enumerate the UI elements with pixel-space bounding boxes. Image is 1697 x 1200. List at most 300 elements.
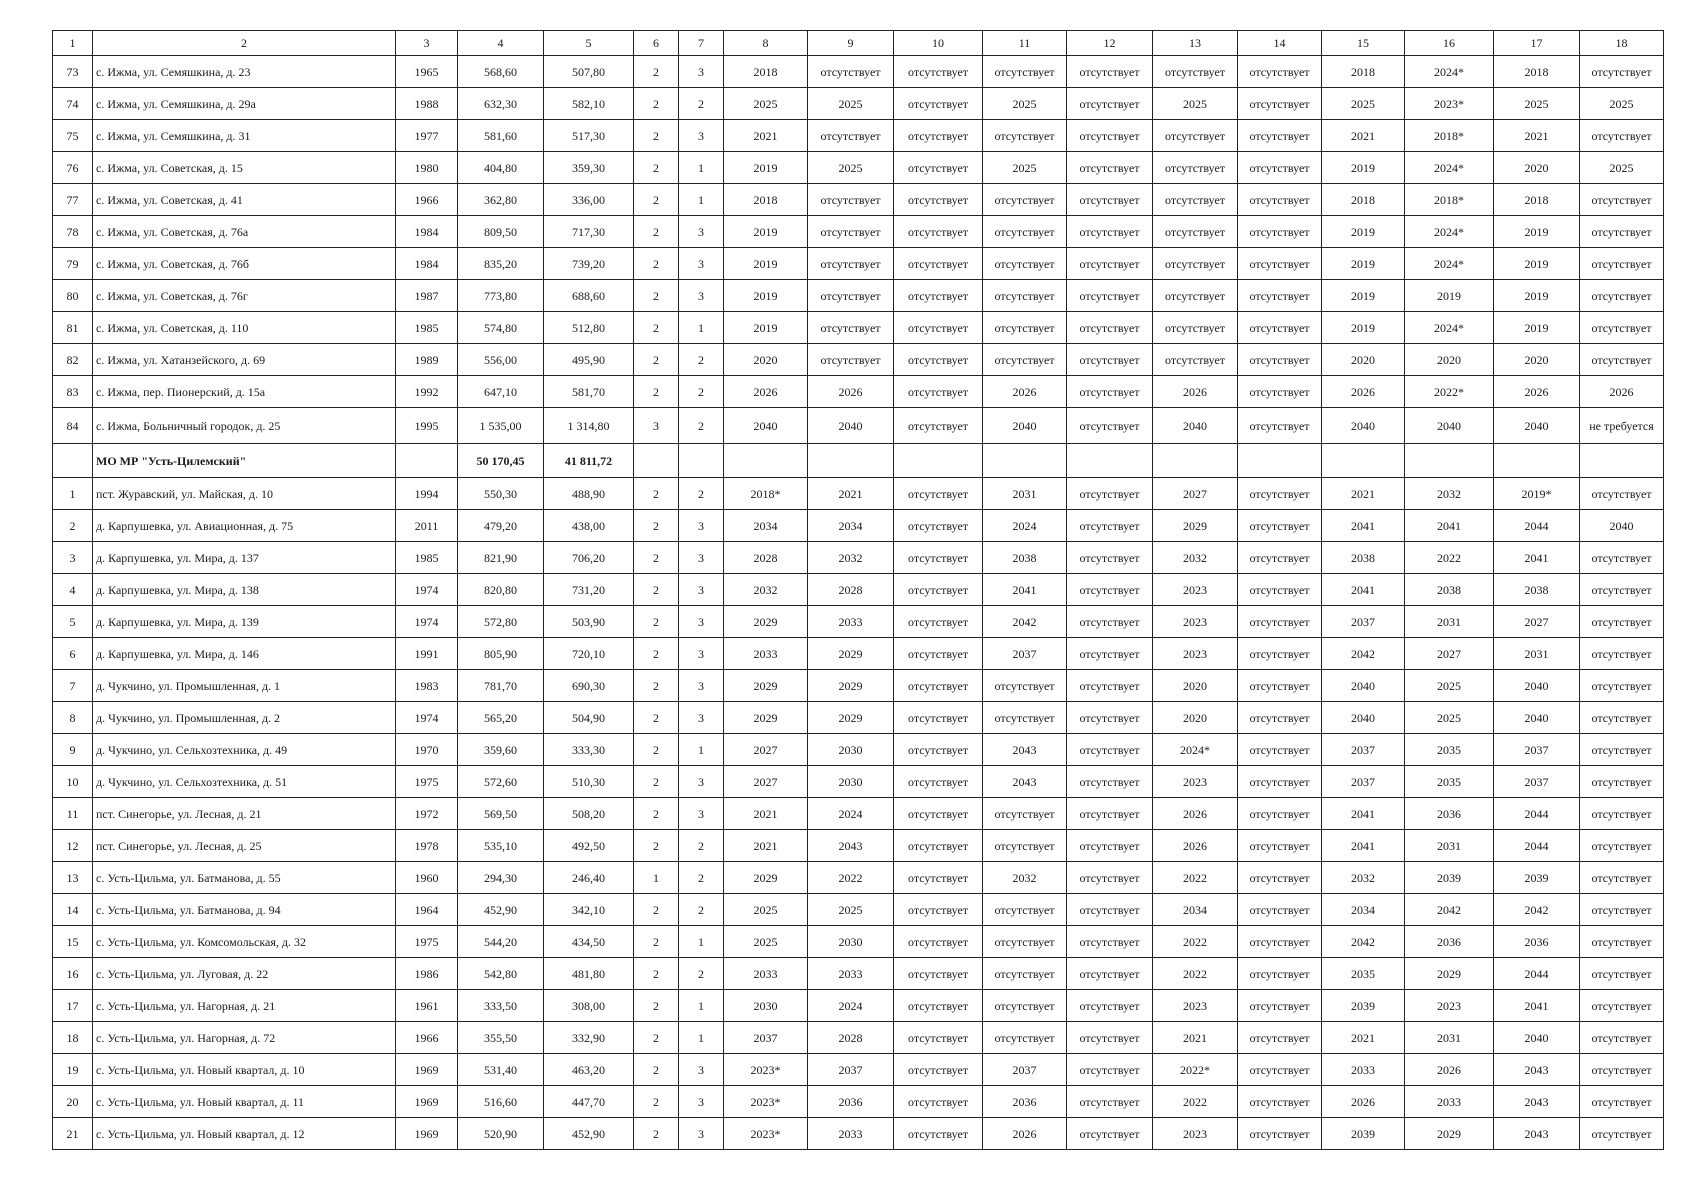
build-year: 1984 — [396, 216, 458, 248]
repair-year-col-10: отсутствует — [894, 766, 983, 798]
row-number: 14 — [53, 894, 93, 926]
building-address: с. Усть-Цильма, ул. Батманова, д. 94 — [93, 894, 396, 926]
repair-year-col-10: отсутствует — [894, 638, 983, 670]
build-year: 1972 — [396, 798, 458, 830]
table-row — [53, 1086, 1664, 1118]
building-address: с. Ижма, ул. Советская, д. 76б — [93, 248, 396, 280]
repair-year-col-13: 2029 — [1153, 510, 1238, 542]
repair-year-col-11: отсутствует — [983, 312, 1067, 344]
table-row — [53, 638, 1664, 670]
repair-year-col-11: отсутствует — [983, 344, 1067, 376]
repair-year-col-12: отсутствует — [1067, 1118, 1153, 1150]
building-address: пст. Синегорье, ул. Лесная, д. 25 — [93, 830, 396, 862]
repair-year-col-13: 2026 — [1153, 376, 1238, 408]
table-row — [53, 56, 1664, 88]
row-number: 81 — [53, 312, 93, 344]
repair-year-col-8: 2032 — [724, 574, 808, 606]
entrances-count: 3 — [679, 798, 724, 830]
repair-year-col-15: 2021 — [1322, 478, 1405, 510]
total-area: 647,10 — [458, 376, 544, 408]
housing-repair-table — [52, 30, 1664, 1150]
repair-year-col-8: 2019 — [724, 312, 808, 344]
total-area: 404,80 — [458, 152, 544, 184]
living-area: 495,90 — [544, 344, 634, 376]
repair-year-col-8: 2023* — [724, 1086, 808, 1118]
build-year: 1980 — [396, 152, 458, 184]
repair-year-col-17: 2019 — [1494, 312, 1580, 344]
entrances-count: 2 — [679, 478, 724, 510]
floors-count: 2 — [634, 1086, 679, 1118]
total-area: 535,10 — [458, 830, 544, 862]
column-number-header: 14 — [1238, 31, 1322, 56]
column-number-header: 12 — [1067, 31, 1153, 56]
repair-year-col-16: 2036 — [1405, 798, 1494, 830]
repair-year-col-11: отсутствует — [983, 280, 1067, 312]
table-row — [53, 1118, 1664, 1150]
total-area: 550,30 — [458, 478, 544, 510]
repair-year-col-10: отсутствует — [894, 312, 983, 344]
living-area: 582,10 — [544, 88, 634, 120]
repair-year-col-17: 2026 — [1494, 376, 1580, 408]
repair-year-col-17: 2039 — [1494, 862, 1580, 894]
repair-year-col-15: 2019 — [1322, 152, 1405, 184]
row-number: 12 — [53, 830, 93, 862]
repair-year-col-8: 2019 — [724, 248, 808, 280]
building-address: д. Чукчино, ул. Сельхозтехника, д. 49 — [93, 734, 396, 766]
build-year: 1974 — [396, 702, 458, 734]
repair-year-col-17: 2043 — [1494, 1118, 1580, 1150]
repair-year-col-8: 2027 — [724, 734, 808, 766]
building-address: д. Чукчино, ул. Промышленная, д. 1 — [93, 670, 396, 702]
repair-year-col-17: 2027 — [1494, 606, 1580, 638]
repair-year-col-15: 2032 — [1322, 862, 1405, 894]
column-number-header: 2 — [93, 31, 396, 56]
repair-year-col-8: 2029 — [724, 606, 808, 638]
repair-year-col-15: 2039 — [1322, 1118, 1405, 1150]
repair-year-col-12: отсутствует — [1067, 248, 1153, 280]
repair-year-col-16: 2019 — [1405, 280, 1494, 312]
entrances-count: 1 — [679, 184, 724, 216]
living-area: 1 314,80 — [544, 408, 634, 444]
repair-year-col-12: отсутствует — [1067, 312, 1153, 344]
floors-count: 2 — [634, 478, 679, 510]
repair-year-col-14: отсутствует — [1238, 344, 1322, 376]
repair-year-col-9: 2029 — [808, 670, 894, 702]
building-address: с. Усть-Цильма, ул. Нагорная, д. 21 — [93, 990, 396, 1022]
building-address: с. Ижма, ул. Семяшкина, д. 23 — [93, 56, 396, 88]
repair-year-col-14: отсутствует — [1238, 1118, 1322, 1150]
total-area: 359,60 — [458, 734, 544, 766]
building-address: с. Ижма, Больничный городок, д. 25 — [93, 408, 396, 444]
repair-year-col-13: 2026 — [1153, 830, 1238, 862]
repair-year-col-14: отсутствует — [1238, 606, 1322, 638]
living-area: 481,80 — [544, 958, 634, 990]
repair-year-col-11: 2024 — [983, 510, 1067, 542]
summary-empty-cell — [724, 444, 808, 478]
living-area: 581,70 — [544, 376, 634, 408]
repair-year-col-12: отсутствует — [1067, 1054, 1153, 1086]
repair-year-col-10: отсутствует — [894, 702, 983, 734]
repair-year-col-13: 2022 — [1153, 926, 1238, 958]
repair-year-col-18: отсутствует — [1580, 830, 1664, 862]
floors-count: 2 — [634, 734, 679, 766]
building-address: с. Усть-Цильма, ул. Комсомольская, д. 32 — [93, 926, 396, 958]
floors-count: 2 — [634, 990, 679, 1022]
repair-year-col-11: 2025 — [983, 88, 1067, 120]
summary-empty-cell — [983, 444, 1067, 478]
repair-year-col-12: отсутствует — [1067, 120, 1153, 152]
total-area: 516,60 — [458, 1086, 544, 1118]
summary-empty-cell — [1494, 444, 1580, 478]
repair-year-col-15: 2019 — [1322, 248, 1405, 280]
table-row — [53, 478, 1664, 510]
table-row — [53, 670, 1664, 702]
repair-year-col-17: 2044 — [1494, 958, 1580, 990]
entrances-count: 1 — [679, 926, 724, 958]
entrances-count: 2 — [679, 894, 724, 926]
repair-year-col-10: отсутствует — [894, 734, 983, 766]
total-area: 333,50 — [458, 990, 544, 1022]
row-number: 74 — [53, 88, 93, 120]
repair-year-col-18: отсутствует — [1580, 926, 1664, 958]
repair-year-col-9: отсутствует — [808, 280, 894, 312]
repair-year-col-13: отсутствует — [1153, 56, 1238, 88]
repair-year-col-9: 2028 — [808, 574, 894, 606]
total-area: 569,50 — [458, 798, 544, 830]
column-number-header: 16 — [1405, 31, 1494, 56]
repair-year-col-11: отсутствует — [983, 702, 1067, 734]
build-year: 1985 — [396, 312, 458, 344]
floors-count: 2 — [634, 766, 679, 798]
repair-year-col-17: 2040 — [1494, 670, 1580, 702]
row-number: 75 — [53, 120, 93, 152]
repair-year-col-15: 2037 — [1322, 606, 1405, 638]
table-row — [53, 312, 1664, 344]
row-number: 8 — [53, 702, 93, 734]
building-address: пст. Синегорье, ул. Лесная, д. 21 — [93, 798, 396, 830]
living-area: 333,30 — [544, 734, 634, 766]
repair-year-col-10: отсутствует — [894, 152, 983, 184]
repair-year-col-12: отсутствует — [1067, 766, 1153, 798]
total-area: 531,40 — [458, 1054, 544, 1086]
building-address: с. Усть-Цильма, ул. Новый квартал, д. 12 — [93, 1118, 396, 1150]
row-number: 5 — [53, 606, 93, 638]
repair-year-col-15: 2019 — [1322, 312, 1405, 344]
repair-year-col-9: отсутствует — [808, 248, 894, 280]
entrances-count: 3 — [679, 56, 724, 88]
entrances-count: 3 — [679, 1086, 724, 1118]
row-number: 82 — [53, 344, 93, 376]
repair-year-col-17: 2019 — [1494, 248, 1580, 280]
column-number-header: 11 — [983, 31, 1067, 56]
building-address: с. Ижма, ул. Советская, д. 110 — [93, 312, 396, 344]
repair-year-col-18: отсутствует — [1580, 478, 1664, 510]
living-area: 463,20 — [544, 1054, 634, 1086]
repair-year-col-16: 2025 — [1405, 670, 1494, 702]
repair-year-col-14: отсутствует — [1238, 830, 1322, 862]
repair-year-col-18: 2026 — [1580, 376, 1664, 408]
table-row — [53, 88, 1664, 120]
repair-year-col-15: 2019 — [1322, 216, 1405, 248]
repair-year-col-18: отсутствует — [1580, 184, 1664, 216]
repair-year-col-8: 2030 — [724, 990, 808, 1022]
repair-year-col-17: 2031 — [1494, 638, 1580, 670]
repair-year-col-16: 2024* — [1405, 312, 1494, 344]
repair-year-col-16: 2027 — [1405, 638, 1494, 670]
total-area: 820,80 — [458, 574, 544, 606]
repair-year-col-18: отсутствует — [1580, 248, 1664, 280]
total-area: 479,20 — [458, 510, 544, 542]
total-area: 542,80 — [458, 958, 544, 990]
repair-year-col-18: отсутствует — [1580, 958, 1664, 990]
row-number: 84 — [53, 408, 93, 444]
build-year: 1975 — [396, 926, 458, 958]
table-row — [53, 184, 1664, 216]
municipality-summary-row — [53, 444, 1664, 478]
build-year: 1969 — [396, 1118, 458, 1150]
repair-year-col-13: 2020 — [1153, 670, 1238, 702]
repair-year-col-18: отсутствует — [1580, 894, 1664, 926]
repair-year-col-18: отсутствует — [1580, 990, 1664, 1022]
floors-count: 2 — [634, 798, 679, 830]
floors-count: 1 — [634, 862, 679, 894]
repair-year-col-18: отсутствует — [1580, 216, 1664, 248]
build-year: 1983 — [396, 670, 458, 702]
summary-empty-cell — [894, 444, 983, 478]
repair-year-col-8: 2018 — [724, 184, 808, 216]
repair-year-col-11: 2025 — [983, 152, 1067, 184]
repair-year-col-12: отсутствует — [1067, 862, 1153, 894]
repair-year-col-10: отсутствует — [894, 478, 983, 510]
living-area: 342,10 — [544, 894, 634, 926]
repair-year-col-16: 2042 — [1405, 894, 1494, 926]
repair-year-col-13: отсутствует — [1153, 216, 1238, 248]
build-year: 1974 — [396, 574, 458, 606]
repair-year-col-17: 2040 — [1494, 1022, 1580, 1054]
repair-year-col-10: отсутствует — [894, 1118, 983, 1150]
column-number-header: 18 — [1580, 31, 1664, 56]
municipality-name: МО МР "Усть-Цилемский" — [93, 444, 396, 478]
document-page — [52, 30, 1664, 1150]
summary-number-cell — [53, 444, 93, 478]
repair-year-col-9: 2024 — [808, 798, 894, 830]
repair-year-col-18: отсутствует — [1580, 344, 1664, 376]
build-year: 1985 — [396, 542, 458, 574]
repair-year-col-9: 2037 — [808, 1054, 894, 1086]
repair-year-col-8: 2033 — [724, 958, 808, 990]
floors-count: 2 — [634, 542, 679, 574]
repair-year-col-14: отсутствует — [1238, 88, 1322, 120]
build-year: 1991 — [396, 638, 458, 670]
repair-year-col-11: 2042 — [983, 606, 1067, 638]
repair-year-col-16: 2040 — [1405, 408, 1494, 444]
repair-year-col-18: отсутствует — [1580, 120, 1664, 152]
repair-year-col-17: 2042 — [1494, 894, 1580, 926]
living-area: 508,20 — [544, 798, 634, 830]
repair-year-col-17: 2020 — [1494, 152, 1580, 184]
build-year: 1965 — [396, 56, 458, 88]
table-row — [53, 280, 1664, 312]
repair-year-col-18: отсутствует — [1580, 280, 1664, 312]
building-address: с. Ижма, ул. Советская, д. 76а — [93, 216, 396, 248]
row-number: 17 — [53, 990, 93, 1022]
build-year: 1987 — [396, 280, 458, 312]
repair-year-col-18: 2040 — [1580, 510, 1664, 542]
repair-year-col-17: 2019* — [1494, 478, 1580, 510]
repair-year-col-15: 2018 — [1322, 56, 1405, 88]
repair-year-col-12: отсутствует — [1067, 894, 1153, 926]
repair-year-col-9: 2029 — [808, 638, 894, 670]
repair-year-col-8: 2025 — [724, 88, 808, 120]
repair-year-col-17: 2041 — [1494, 990, 1580, 1022]
row-number: 16 — [53, 958, 93, 990]
living-area: 504,90 — [544, 702, 634, 734]
repair-year-col-11: 2037 — [983, 638, 1067, 670]
repair-year-col-16: 2022 — [1405, 542, 1494, 574]
row-number: 20 — [53, 1086, 93, 1118]
table-row — [53, 542, 1664, 574]
repair-year-col-13: 2040 — [1153, 408, 1238, 444]
repair-year-col-11: отсутствует — [983, 958, 1067, 990]
building-address: д. Карпушевка, ул. Мира, д. 139 — [93, 606, 396, 638]
repair-year-col-18: отсутствует — [1580, 702, 1664, 734]
repair-year-col-8: 2019 — [724, 280, 808, 312]
build-year: 1966 — [396, 184, 458, 216]
repair-year-col-15: 2026 — [1322, 376, 1405, 408]
repair-year-col-14: отсутствует — [1238, 958, 1322, 990]
repair-year-col-15: 2021 — [1322, 1022, 1405, 1054]
living-area: 308,00 — [544, 990, 634, 1022]
repair-year-col-14: отсутствует — [1238, 248, 1322, 280]
repair-year-col-16: 2039 — [1405, 862, 1494, 894]
repair-year-col-9: 2030 — [808, 766, 894, 798]
row-number: 21 — [53, 1118, 93, 1150]
table-row — [53, 1054, 1664, 1086]
repair-year-col-12: отсутствует — [1067, 376, 1153, 408]
living-area: 706,20 — [544, 542, 634, 574]
row-number: 18 — [53, 1022, 93, 1054]
living-area: 359,30 — [544, 152, 634, 184]
repair-year-col-13: 2020 — [1153, 702, 1238, 734]
repair-year-col-10: отсутствует — [894, 510, 983, 542]
repair-year-col-13: 2034 — [1153, 894, 1238, 926]
build-year: 1989 — [396, 344, 458, 376]
total-area: 568,60 — [458, 56, 544, 88]
repair-year-col-15: 2037 — [1322, 766, 1405, 798]
repair-year-col-17: 2019 — [1494, 280, 1580, 312]
building-address: д. Карпушевка, ул. Мира, д. 137 — [93, 542, 396, 574]
repair-year-col-18: 2025 — [1580, 152, 1664, 184]
build-year: 1992 — [396, 376, 458, 408]
entrances-count: 3 — [679, 1118, 724, 1150]
repair-year-col-8: 2021 — [724, 798, 808, 830]
repair-year-col-11: 2043 — [983, 766, 1067, 798]
repair-year-col-8: 2018* — [724, 478, 808, 510]
entrances-count: 2 — [679, 830, 724, 862]
repair-year-col-16: 2022* — [1405, 376, 1494, 408]
build-year: 1977 — [396, 120, 458, 152]
building-address: с. Ижма, ул. Хатанзейского, д. 69 — [93, 344, 396, 376]
table-row — [53, 574, 1664, 606]
repair-year-col-18: отсутствует — [1580, 670, 1664, 702]
table-row — [53, 798, 1664, 830]
repair-year-col-9: 2036 — [808, 1086, 894, 1118]
repair-year-col-8: 2025 — [724, 926, 808, 958]
floors-count: 2 — [634, 958, 679, 990]
floors-count: 2 — [634, 376, 679, 408]
repair-year-col-17: 2019 — [1494, 216, 1580, 248]
repair-year-col-16: 2032 — [1405, 478, 1494, 510]
repair-year-col-18: не требуется — [1580, 408, 1664, 444]
living-area: 739,20 — [544, 248, 634, 280]
repair-year-col-8: 2033 — [724, 638, 808, 670]
row-number: 4 — [53, 574, 93, 606]
total-area: 294,30 — [458, 862, 544, 894]
repair-year-col-11: 2031 — [983, 478, 1067, 510]
repair-year-col-8: 2020 — [724, 344, 808, 376]
repair-year-col-11: отсутствует — [983, 894, 1067, 926]
row-number: 80 — [53, 280, 93, 312]
floors-count: 2 — [634, 702, 679, 734]
repair-year-col-14: отсутствует — [1238, 670, 1322, 702]
floors-count: 2 — [634, 510, 679, 542]
floors-count: 2 — [634, 894, 679, 926]
column-number-header: 4 — [458, 31, 544, 56]
repair-year-col-10: отсутствует — [894, 990, 983, 1022]
build-year: 1969 — [396, 1054, 458, 1086]
repair-year-col-14: отсутствует — [1238, 798, 1322, 830]
repair-year-col-13: 2023 — [1153, 990, 1238, 1022]
entrances-count: 2 — [679, 344, 724, 376]
repair-year-col-10: отсутствует — [894, 184, 983, 216]
column-number-header: 1 — [53, 31, 93, 56]
repair-year-col-14: отсутствует — [1238, 376, 1322, 408]
repair-year-col-10: отсутствует — [894, 1054, 983, 1086]
row-number: 76 — [53, 152, 93, 184]
floors-count: 2 — [634, 670, 679, 702]
entrances-count: 3 — [679, 670, 724, 702]
repair-year-col-10: отсутствует — [894, 894, 983, 926]
repair-year-col-13: 2024* — [1153, 734, 1238, 766]
repair-year-col-15: 2041 — [1322, 830, 1405, 862]
total-area: 574,80 — [458, 312, 544, 344]
entrances-count: 3 — [679, 542, 724, 574]
repair-year-col-11: отсутствует — [983, 1022, 1067, 1054]
build-year: 1964 — [396, 894, 458, 926]
row-number: 15 — [53, 926, 93, 958]
repair-year-col-11: 2026 — [983, 1118, 1067, 1150]
repair-year-col-14: отсутствует — [1238, 862, 1322, 894]
repair-year-col-14: отсутствует — [1238, 926, 1322, 958]
repair-year-col-9: 2021 — [808, 478, 894, 510]
row-number: 13 — [53, 862, 93, 894]
repair-year-col-12: отсутствует — [1067, 184, 1153, 216]
total-area: 544,20 — [458, 926, 544, 958]
repair-year-col-8: 2029 — [724, 670, 808, 702]
entrances-count: 3 — [679, 766, 724, 798]
living-area: 246,40 — [544, 862, 634, 894]
repair-year-col-16: 2024* — [1405, 152, 1494, 184]
living-area: 720,10 — [544, 638, 634, 670]
repair-year-col-12: отсутствует — [1067, 574, 1153, 606]
row-number: 83 — [53, 376, 93, 408]
column-number-header: 10 — [894, 31, 983, 56]
repair-year-col-16: 2018* — [1405, 120, 1494, 152]
repair-year-col-12: отсутствует — [1067, 1086, 1153, 1118]
row-number: 79 — [53, 248, 93, 280]
repair-year-col-13: отсутствует — [1153, 248, 1238, 280]
repair-year-col-16: 2035 — [1405, 734, 1494, 766]
